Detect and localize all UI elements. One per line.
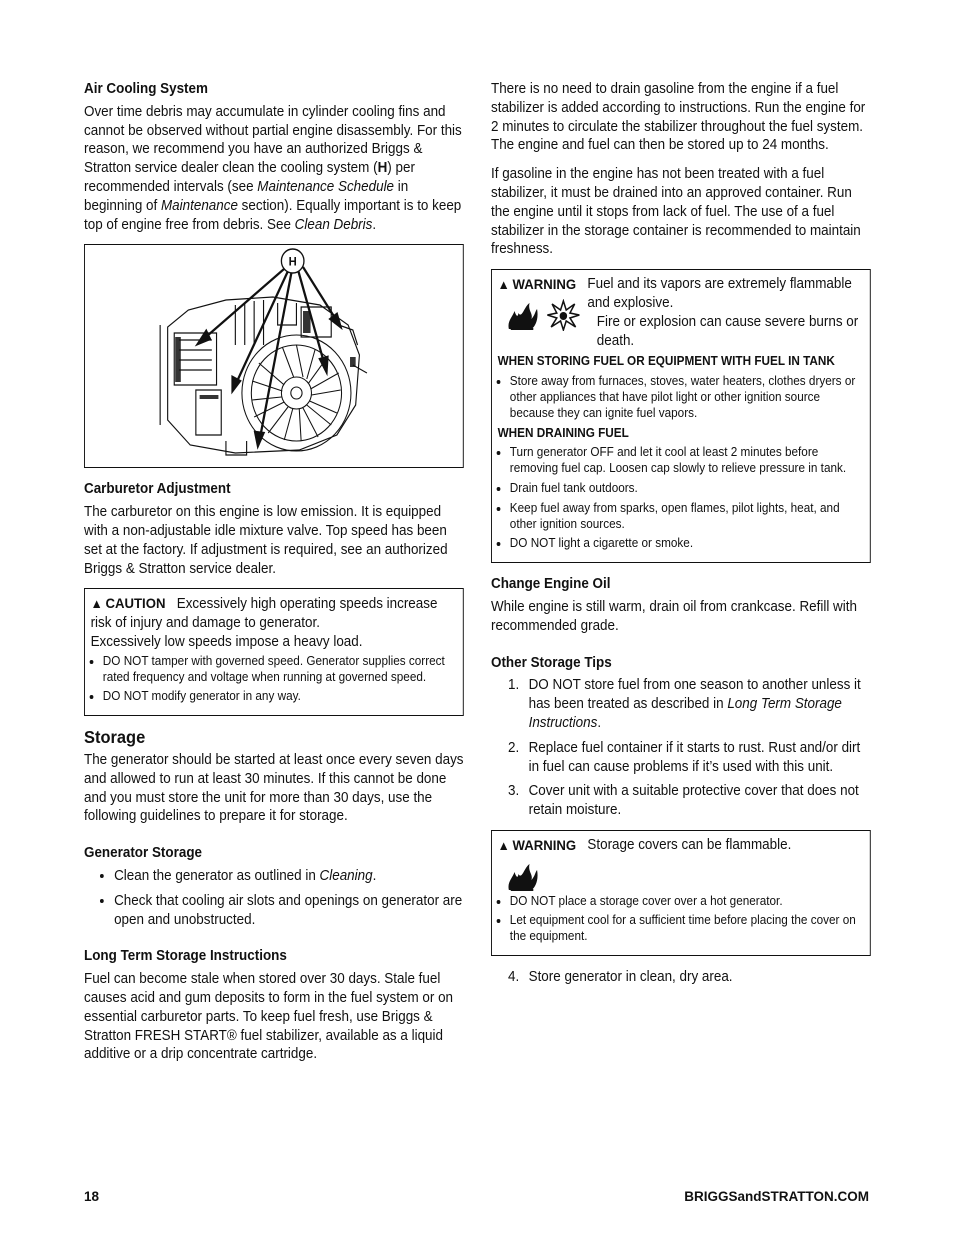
page-number: 18 xyxy=(84,1189,100,1204)
storing-fuel-header: WHEN STORING FUEL OR EQUIPMENT WITH FUEL IN TANK xyxy=(497,354,835,369)
list-item: • Clean the generator as outlined in Cleaning. xyxy=(114,867,464,886)
generator-storage-list xyxy=(84,867,464,929)
stabilizer-paragraph: There is no need to drain gasoline from the engine if a fuel stabilizer is added according to instructions. Run the engine for 2 minutes to circulate the stabilizer throughout the fuel system. The engine and fuel can then be stored up to 24 months. xyxy=(491,81,866,154)
long-term-paragraph: Fuel can become stale when stored over 30 days. Stale fuel causes acid and gum deposits to form in the fuel system or on essential carburetor parts. To keep fuel fresh, use Briggs & Stratton FRESH START® fuel stabilizer, available as a liquid additive or a drip concentrate cartridge. xyxy=(84,971,454,1063)
footer-website: BRIGGSandSTRATTON.COM xyxy=(684,1189,869,1204)
carburetor-paragraph: The carburetor on this engine is low emission. It is equipped with a non-adjustable idle mixture valve. Top speed has been set at the factory. If adjustment is required, see an authorized Briggs & Stratton service dealer. xyxy=(84,504,448,577)
long-term-heading: Long Term Storage Instructions xyxy=(84,948,287,965)
list-item: 2. Replace fuel container if it starts to rust. Rust and/or dirt in fuel can cause problems if it’s used with this unit. xyxy=(523,739,871,777)
left-column xyxy=(84,80,464,1074)
other-tips-list xyxy=(491,676,871,820)
storage-heading: Storage xyxy=(84,727,146,748)
carburetor-heading: Carburetor Adjustment xyxy=(84,481,231,498)
caution-text: ▲ CAUTION Excessively high operating speeds increase risk of injury and damage to generator. Excessively low speeds impose a heavy load. xyxy=(90,595,438,650)
list-item: • DO NOT light a cigarette or smoke. xyxy=(510,536,864,552)
caution-box xyxy=(84,588,464,716)
storage-paragraph: The generator should be started at least once every seven days and allowed to run at least 30 minutes. If this cannot be done and you must store the unit for more than 30 days, use the following guidelines to prepare it for storage. xyxy=(84,751,464,825)
list-item: 3. Cover unit with a suitable protective cover that does not retain moisture. xyxy=(523,782,871,820)
fire-icon xyxy=(505,860,539,892)
fuel-warning-text: Fuel and its vapors are extremely flammable and explosive. Fire or explosion can cause severe burns or death. xyxy=(587,276,859,349)
list-item: • Store away from furnaces, stoves, water heaters, clothes dryers or other appliances that have pilot light or other ignition source because they can ignite fuel vapors. xyxy=(510,374,864,421)
change-oil-paragraph: While engine is still warm, drain oil from crankcase. Refill with recommended grade. xyxy=(491,598,857,634)
warning-triangle-icon: ▲ xyxy=(90,596,103,612)
explosion-icon xyxy=(546,299,580,331)
list-item: • DO NOT modify generator in any way. xyxy=(103,689,457,705)
list-item: 1. DO NOT store fuel from one season to another unless it has been treated as described in Long Term Storage Instructions. xyxy=(523,676,871,732)
air-cooling-heading: Air Cooling System xyxy=(84,81,208,97)
list-item: • Keep fuel away from sparks, open flames, pilot lights, heat, and other ignition sources. xyxy=(510,501,864,533)
generator-storage-heading: Generator Storage xyxy=(84,845,202,862)
list-item: 4. Store generator in clean, dry area. xyxy=(523,968,871,987)
draining-fuel-header: WHEN DRAINING FUEL xyxy=(497,425,629,440)
list-item: • Drain fuel tank outdoors. xyxy=(510,481,864,497)
warning-triangle-icon: ▲ xyxy=(497,837,510,853)
change-oil-heading: Change Engine Oil xyxy=(491,576,611,593)
drain-paragraph: If gasoline in the engine has not been treated with a fuel stabilizer, it must be drained into an approved container. Run the engine until it stops from lack of fuel. The use of a fuel stabilizer in the storage container is recommended to maintain freshness. xyxy=(491,166,861,258)
caution-signal: ▲ CAUTION xyxy=(90,595,166,612)
air-cooling-paragraph: Over time debris may accumulate in cylinder cooling fins and cannot be observed without partial engine disassembly. For this reason, we recommend you have an authorized Briggs & Stratton service dealer clean the cooling system (H) per recommended intervals (see Maintenance Schedule in beginning of Maintenance section). Equally important is to keep top of engine free from debris. See Clean Debris. xyxy=(84,103,462,233)
list-item: • DO NOT place a storage cover over a hot generator. xyxy=(510,894,864,910)
caution-bullets xyxy=(91,654,458,705)
list-item: • Check that cooling air slots and openings on generator are open and unobstructed. xyxy=(114,892,464,930)
list-item: • DO NOT tamper with governed speed. Generator supplies correct rated frequency and voltage when running at governed speed. xyxy=(103,654,457,686)
warning-signal: ▲ WARNING xyxy=(497,836,577,853)
callout-label: H xyxy=(288,255,297,269)
list-item: • Turn generator OFF and let it cool at least 2 minutes before removing fuel cap. Loosen cap slowly to relieve pressure in tank. xyxy=(510,445,864,477)
fire-icon xyxy=(505,299,539,331)
warning-signal: ▲ WARNING xyxy=(497,276,577,293)
right-column xyxy=(491,80,871,997)
fuel-warning-box xyxy=(491,269,871,563)
cover-warning-box xyxy=(491,830,871,956)
warning-triangle-icon: ▲ xyxy=(497,277,510,293)
engine-illustration xyxy=(85,245,462,467)
list-item: • Let equipment cool for a sufficient time before placing the cover on the equipment. xyxy=(510,913,864,945)
other-tips-list-continued xyxy=(491,968,871,987)
engine-cooling-figure xyxy=(84,244,464,468)
other-tips-heading: Other Storage Tips xyxy=(491,654,612,671)
cover-warning-text: Storage covers can be flammable. xyxy=(587,836,792,853)
